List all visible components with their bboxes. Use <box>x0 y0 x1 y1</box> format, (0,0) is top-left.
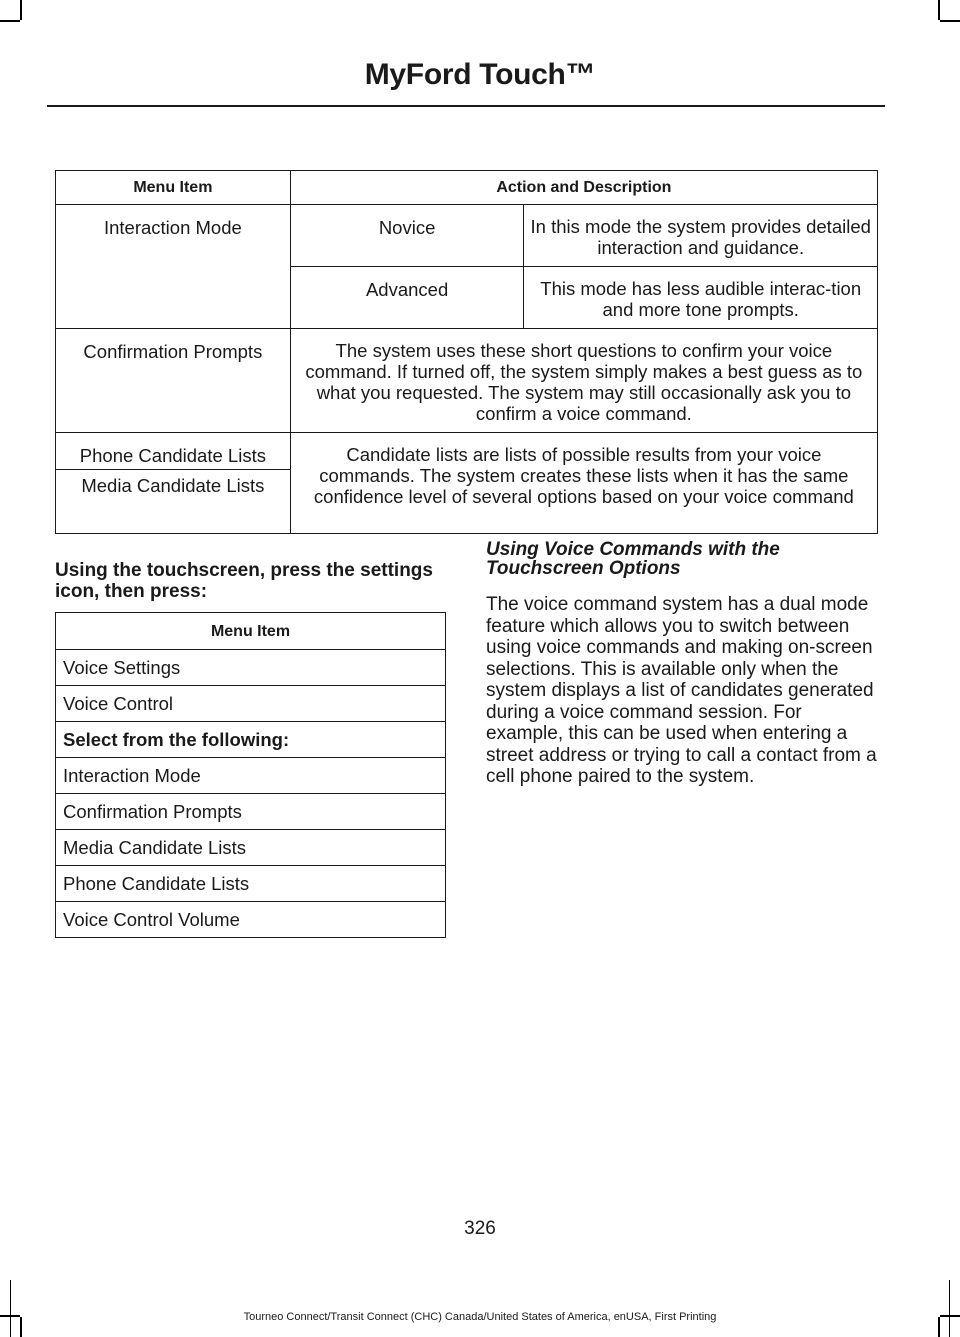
column-header-menu-item: Menu Item <box>56 613 446 650</box>
column-header-menu-item: Menu Item <box>56 171 291 205</box>
menu-row-voice-control: Voice Control <box>56 686 446 722</box>
table-row <box>56 650 446 686</box>
table-row <box>56 830 446 866</box>
section-body: The voice command system has a dual mode feature which allows you to switch between using voice commands and making on-screen selections. This is available only when the system displays a list of candidates generated during a voice command session. For example, this can be used when entering a street address or trying to call a contact from a cell phone paired to the system. <box>486 594 877 787</box>
menu-item-table <box>55 612 446 938</box>
menu-row-media-candidate-lists: Media Candidate Lists <box>56 830 446 866</box>
binding-line-right <box>949 1280 950 1337</box>
header-rule <box>47 105 885 107</box>
crop-mark-top-right-h <box>940 20 960 22</box>
table-row <box>56 722 446 758</box>
table-row <box>56 329 878 433</box>
crop-mark-top-left-h <box>0 20 20 22</box>
table-row <box>56 866 446 902</box>
menu-row-select-following: Select from the following: <box>56 722 446 758</box>
crop-mark-top-left <box>20 0 22 20</box>
menu-row-interaction-mode: Interaction Mode <box>56 758 446 794</box>
menu-row-voice-control-volume: Voice Control Volume <box>56 902 446 938</box>
menu-item-interaction-mode: Interaction Mode <box>56 205 291 329</box>
section-heading: Using Voice Commands with the Touchscreen Options <box>486 539 780 579</box>
touchscreen-instruction-heading: Using the touchscreen, press the settings icon, then press: <box>55 560 433 602</box>
binding-line-left <box>10 1280 11 1337</box>
table-header-row <box>56 613 446 650</box>
menu-item-phone-candidate-lists: Phone Candidate Lists <box>56 433 291 470</box>
menu-row-voice-settings: Voice Settings <box>56 650 446 686</box>
confirmation-prompts-description: The system uses these short questions to confirm your voice command. If turned off, the system simply makes a best guess as to what you requested. The system may still occasionally ask you to confirm a voice command. <box>290 329 877 433</box>
option-novice: Novice <box>290 205 524 267</box>
crop-mark-top-right <box>938 0 940 20</box>
table-row <box>56 205 878 267</box>
menu-row-phone-candidate-lists: Phone Candidate Lists <box>56 866 446 902</box>
settings-description-table <box>55 170 878 534</box>
table-row <box>56 902 446 938</box>
table-row <box>56 433 878 470</box>
menu-item-media-candidate-lists: Media Candidate Lists <box>56 470 291 534</box>
candidate-lists-description: Candidate lists are lists of possible results from your voice commands. The system creates these lists when it has the same confidence level of several options based on your voice command <box>290 433 877 534</box>
column-header-action: Action and Description <box>290 171 877 205</box>
page-title: MyFord Touch™ <box>364 58 596 91</box>
table-row <box>56 758 446 794</box>
option-novice-description: In this mode the system provides detailed interaction and guidance. <box>524 205 878 267</box>
menu-item-confirmation-prompts: Confirmation Prompts <box>56 329 291 433</box>
option-advanced-description: This mode has less audible interac-tion and more tone prompts. <box>524 267 878 329</box>
option-advanced: Advanced <box>290 267 524 329</box>
page-number: 326 <box>464 1218 496 1239</box>
footer-edition-note: Tourneo Connect/Transit Connect (CHC) Canada/United States of America, enUSA, First Printing <box>243 1311 717 1323</box>
table-row <box>56 794 446 830</box>
menu-row-confirmation-prompts: Confirmation Prompts <box>56 794 446 830</box>
touchscreen-options-section <box>486 540 881 788</box>
table-row <box>56 686 446 722</box>
table-header-row <box>56 171 878 205</box>
